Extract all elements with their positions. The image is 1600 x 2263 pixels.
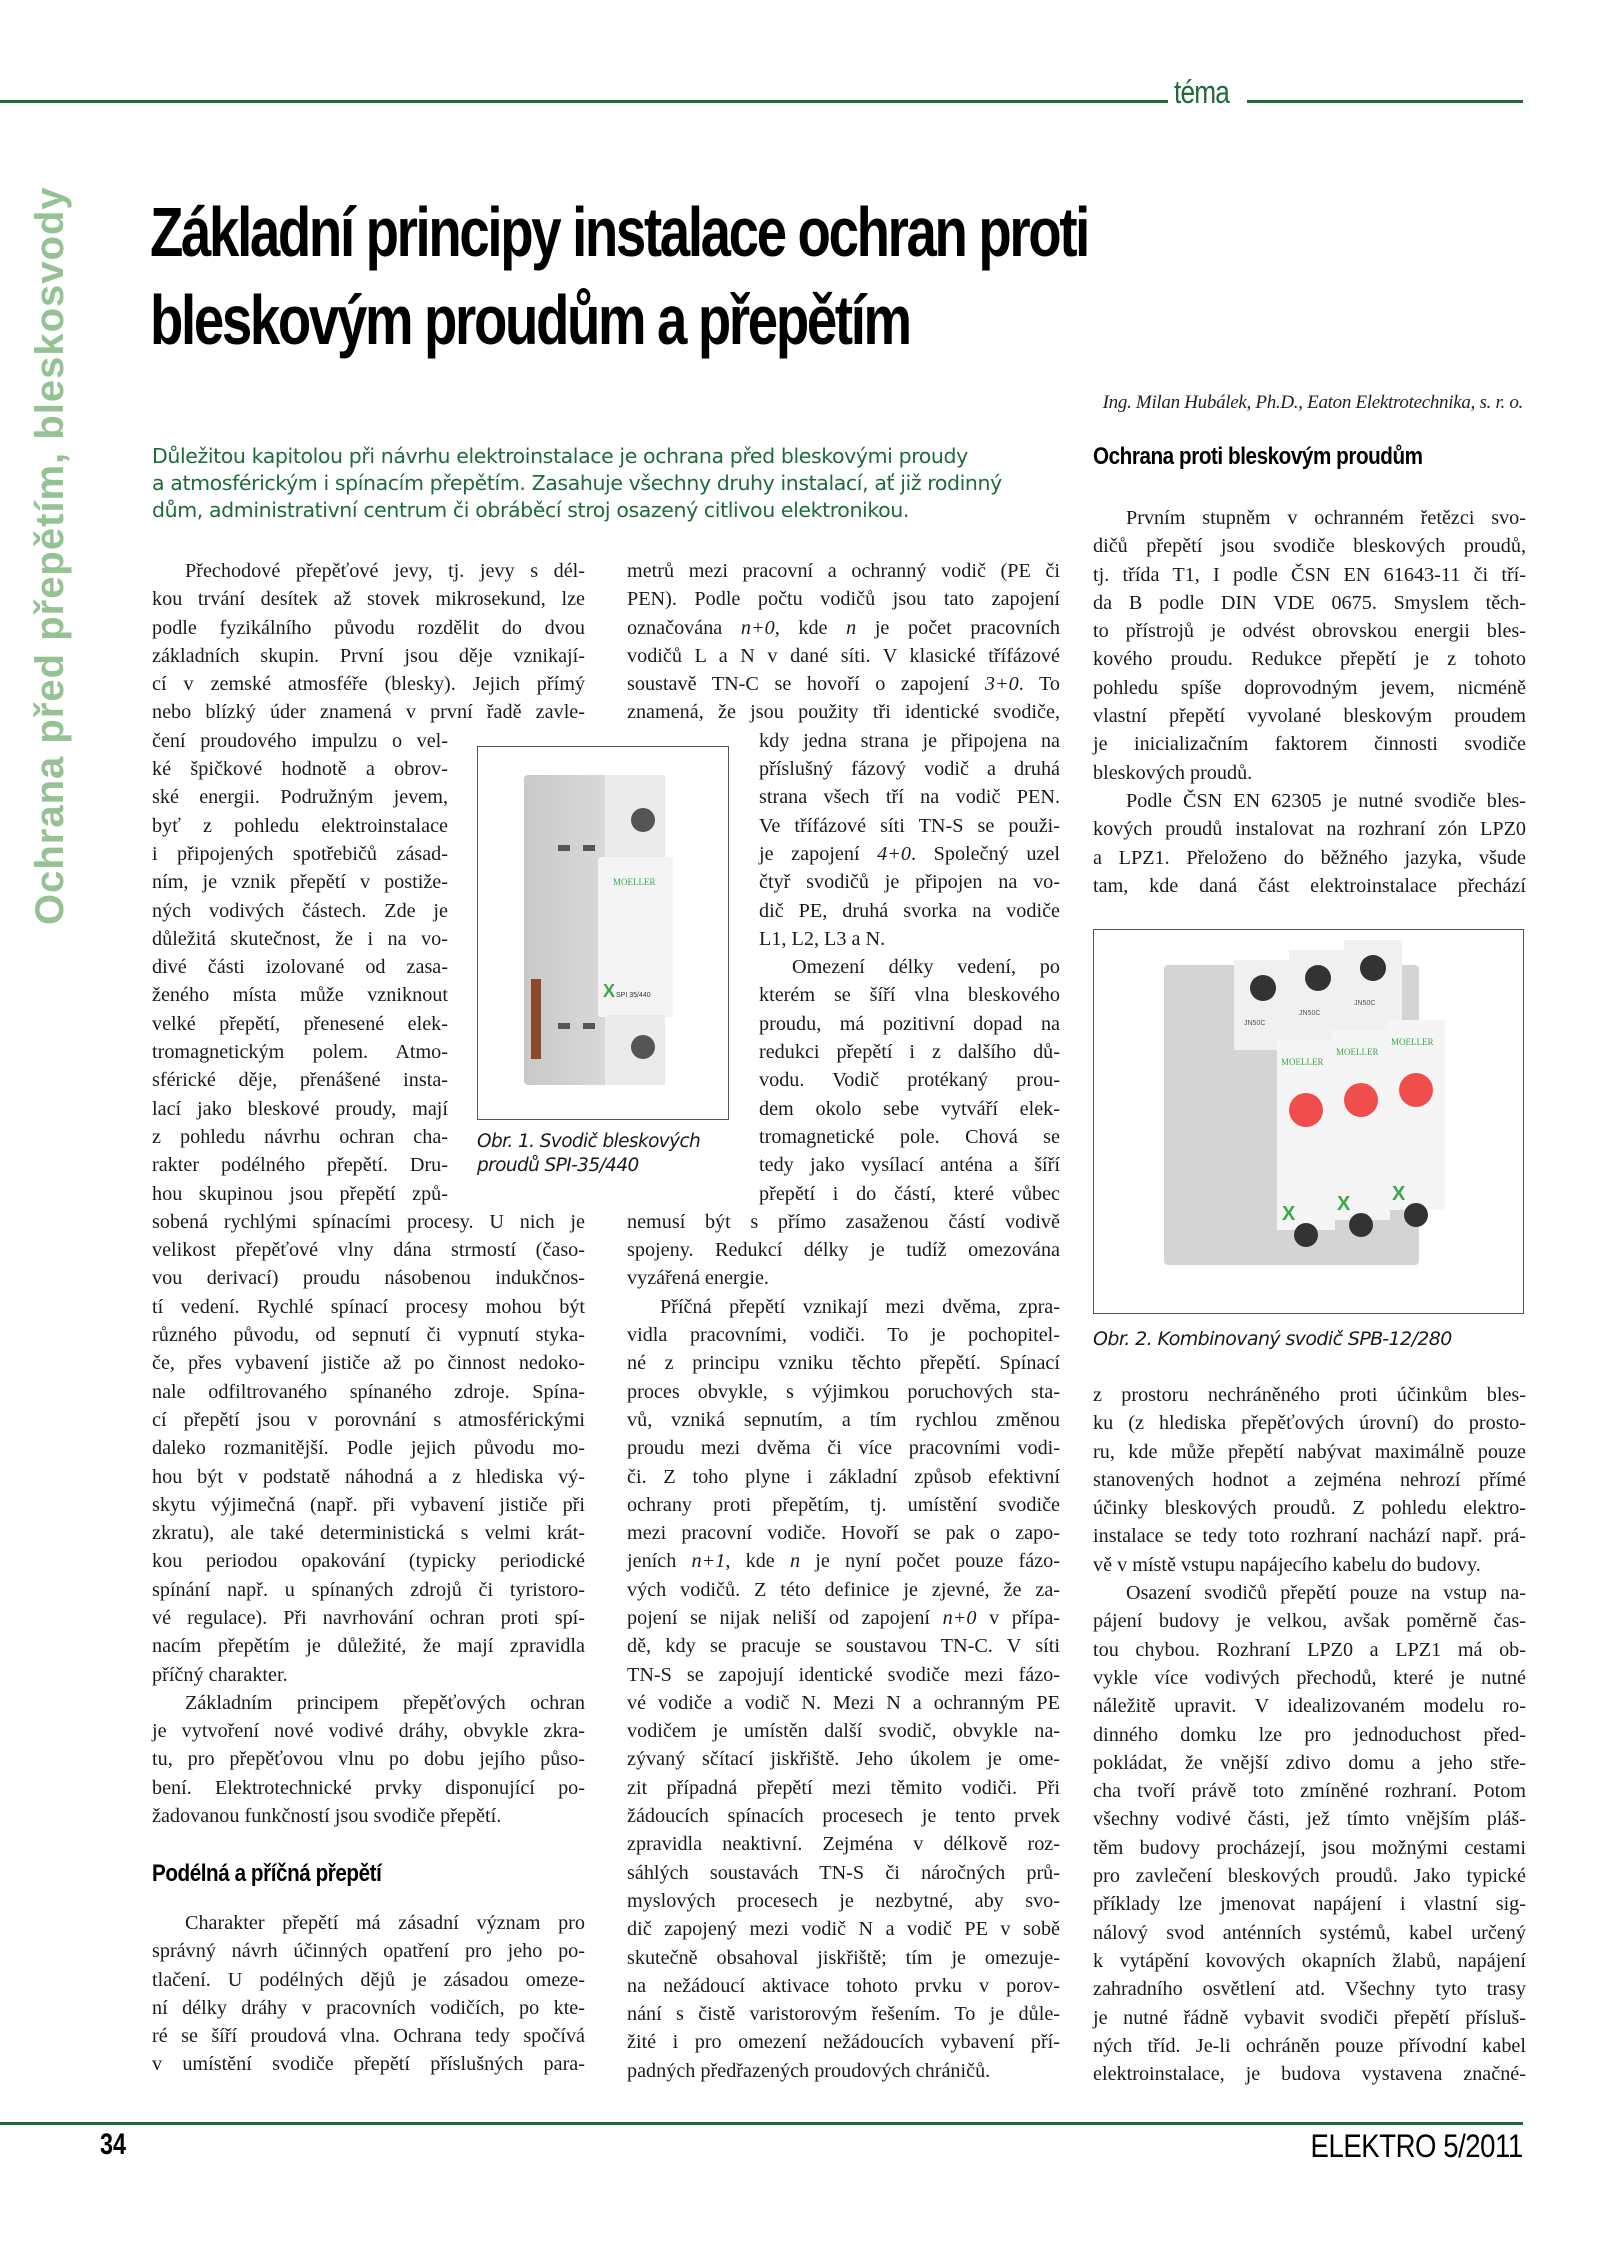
text-line: zahradního osvětlení atd. Všechny tyto trasy xyxy=(1093,1978,1526,2001)
text-line: cí přepětí jsou v porovnání s atmosférickými xyxy=(152,1408,585,1431)
text-line: z prostoru nechráněného proti účinkům bles- xyxy=(1093,1384,1526,1406)
text-line: PEN). Podle počtu vodičů jsou tato zapojení xyxy=(627,588,1060,611)
lead-line: dům, administrativní centrum či obráběcí stroj osazený citlivou elektronikou. xyxy=(152,498,909,522)
text-line: nebo blízký úder znamená v první řadě zavle- xyxy=(152,701,585,724)
text-line: Ve třífázové síti TN-S se použi- xyxy=(759,814,1060,837)
text-line: kových proudů instalovat na rozhraní zón LPZ0 xyxy=(1093,818,1526,841)
text-line: bleskových proudů. xyxy=(1093,761,1253,784)
module-tag: JN50C xyxy=(1354,1000,1376,1007)
col2-shifted xyxy=(627,727,1060,1208)
text-line: je inicializačním faktorem činnosti svodiče xyxy=(1093,733,1526,756)
article-lead xyxy=(152,443,1052,524)
module-brand: MOELLER xyxy=(1391,1037,1434,1047)
text-line: vých vodičů. Z této definice je zjevné, že za- xyxy=(627,1578,1060,1601)
text-line: vyzářená energie. xyxy=(627,1267,769,1290)
text-line: spínání např. u spínaných zdrojů či tyristoro- xyxy=(152,1578,585,1601)
text-line: proces obvykle, s výjimkou poruchových sta- xyxy=(627,1380,1060,1403)
text-line: a LPZ1. Přeloženo do běžného jazyka, všude xyxy=(1093,846,1526,869)
text-line: dič zapojený mezi vodič N a vodič PE v sobě xyxy=(627,1918,1060,1941)
text-line: instalace se tedy toto rozhraní nachází např. prá- xyxy=(1093,1525,1526,1548)
text-line: elektroinstalace, je budova vystavena značné- xyxy=(1093,2063,1526,2086)
text-line: divé části izolované od zasa- xyxy=(152,956,448,979)
text-line: byť z pohledu elektroinstalace xyxy=(152,814,448,837)
col3-para3 xyxy=(1093,1579,1526,2088)
text-line: těm budovy procházejí, jsou možnými cestami xyxy=(1093,1836,1526,1859)
text-line: skutečně obsahoval jiskřiště; tím je omezuje- xyxy=(627,1946,1060,1969)
text-line: jeních n+1, kde n je nyní počet pouze fázo- xyxy=(627,1550,1060,1573)
text-line: vodičů L a N v dané síti. V klasické třífázové xyxy=(627,644,1060,667)
text-line: to přístrojů je odvést obrovskou energii bles- xyxy=(1093,620,1526,643)
figure-2-photo xyxy=(1093,929,1524,1314)
text-line: redukci přepětí i z dalšího dů- xyxy=(759,1041,1060,1064)
side-label: Ochrana před přepětím, bleskosvody xyxy=(28,186,72,925)
text-line: proudu, má pozitivní dopad na xyxy=(759,1012,1060,1035)
text-line: žité i pro omezení nežádoucích vybavení pří- xyxy=(627,2031,1060,2054)
text-line: příčný charakter. xyxy=(152,1663,288,1686)
text-line: nale odfiltrovaného spínaného zdroje. Spína- xyxy=(152,1380,585,1403)
text-line: vlastní přepětí vyvolané bleskovým proudem xyxy=(1093,705,1526,728)
text-line: dem okolo sebe vytváří elek- xyxy=(759,1097,1060,1120)
article-author: Ing. Milan Hubálek, Ph.D., Eaton Elektrotechnika, s. r. o. xyxy=(1102,392,1523,413)
text-line: tou chybou. Rozhraní LPZ0 a LPZ1 má ob- xyxy=(1093,1638,1526,1661)
text-line: ku (z hlediska přepěťových úrovní) do prosto- xyxy=(1093,1412,1526,1435)
module-brand: MOELLER xyxy=(1336,1047,1379,1057)
text-line: účinky bleskových proudů. Z pohledu elektro- xyxy=(1093,1497,1526,1520)
col2-mid xyxy=(627,1208,1060,1293)
text-line: velké přepětí, přenesené elek- xyxy=(152,1012,448,1035)
text-line: je zapojení 4+0. Společný uzel xyxy=(759,842,1060,865)
caption-line: Obr. 1. Svodič bleskových xyxy=(477,1131,701,1152)
text-line: tí vedení. Rychlé spínací procesy mohou být xyxy=(152,1295,585,1318)
text-line: vě v místě vstupu napájecího kabelu do budovy. xyxy=(1093,1553,1481,1576)
col1-top xyxy=(152,557,585,727)
text-line: příslušný fázový vodič a druhá xyxy=(759,758,1060,781)
col2-top xyxy=(627,557,1060,727)
fig1-label: SPI 35/440 xyxy=(616,992,651,999)
footer-rule xyxy=(0,2122,1523,2125)
text-line: ké špičkové hodnotě a obrov- xyxy=(152,758,448,781)
text-line: pro zavlečení bleskových proudů. Jako typické xyxy=(1093,1865,1526,1888)
text-line: k vytápění kovových okapních žlabů, napájení xyxy=(1093,1949,1526,1972)
text-line: soustavě TN-C se hovoří o zapojení 3+0. To xyxy=(627,673,1060,696)
text-line: Omezení délky vedení, po xyxy=(792,956,1060,979)
module-brand: MOELLER xyxy=(1281,1057,1324,1067)
text-line: kového proudu. Redukce přepětí je z tohoto xyxy=(1093,648,1526,671)
article-title xyxy=(150,188,1086,364)
text-line: pájení budovy je velkou, avšak poměrně čas- xyxy=(1093,1610,1526,1633)
text-line: náležitě upravit. V idealizovaném modelu ro- xyxy=(1093,1695,1526,1718)
col3-para2-cont xyxy=(1093,1381,1526,1579)
text-line: Základním principem přepěťových ochran xyxy=(185,1691,585,1714)
caption-line: proudů SPI-35/440 xyxy=(477,1155,639,1176)
text-line: L1, L2, L3 a N. xyxy=(759,927,886,950)
magazine-issue: ELEKTRO 5/2011 xyxy=(1310,2128,1523,2164)
text-line: vykle více vodivých přechodů, které je nutné xyxy=(1093,1666,1526,1689)
svg-text:X: X xyxy=(603,981,616,1001)
svg-text:X: X xyxy=(1337,1193,1351,1215)
text-line: Osazení svodičů přepětí pouze na vstup na- xyxy=(1126,1582,1526,1605)
text-line: padných předřazených proudových chráničů. xyxy=(627,2059,991,2082)
text-line: strana všech tří na vodič PEN. xyxy=(759,786,1060,809)
text-line: proudu mezi dvěma či více pracovními vodi- xyxy=(627,1437,1060,1460)
text-line: dinného domku lze pro jednoduchost před- xyxy=(1093,1723,1526,1746)
text-line: daleko rozmanitější. Podle jejich původu mo- xyxy=(152,1437,585,1460)
subheading-podelna: Podélná a příčná přepětí xyxy=(152,1860,382,1887)
text-line: žadovanou funkčností jsou svodiče přepětí. xyxy=(152,1805,502,1828)
text-line: tj. třída T1, I podle ČSN EN 61643-11 či tří- xyxy=(1093,563,1526,586)
text-line: Příčná přepětí vznikají mezi dvěma, zpra- xyxy=(660,1295,1060,1318)
text-line: Přechodové přepěťové jevy, tj. jevy s dél- xyxy=(185,560,585,582)
text-line: če, přes vybavení jističe až po činnost nedoko- xyxy=(152,1352,585,1375)
text-line: metrů mezi pracovní a ochranný vodič (PE či xyxy=(627,560,1060,582)
text-line: vidla pracovními, vodiči. To je pochopitel- xyxy=(627,1324,1060,1347)
text-line: zpravidla neaktivní. Zejména v délkově roz- xyxy=(627,1833,1060,1856)
text-line: da B podle DIN VDE 0675. Smyslem těch- xyxy=(1093,591,1526,614)
text-line: i připojených spotřebičů zásad- xyxy=(152,842,448,865)
text-line: myslových procesech je nezbytné, aby svo- xyxy=(627,1889,1060,1912)
text-line: podle fyzikálního původu rozdělit do dvou xyxy=(152,616,585,639)
text-line: hou skupinou jsou přepětí způ- xyxy=(152,1182,448,1205)
text-line: zit případná přepětí mezi těmito vodiči. Při xyxy=(627,1776,1060,1799)
text-line: přepětí i do částí, které vůbec xyxy=(759,1182,1060,1205)
text-line: je vytvoření nové vodivé dráhy, obvykle zkra- xyxy=(152,1720,585,1743)
text-line: zkratu), ale také deterministická s velmi krát- xyxy=(152,1522,585,1545)
col1-para2 xyxy=(152,1689,585,1830)
text-line: ním, je vznik přepětí v postiže- xyxy=(152,871,448,894)
text-line: kou periodou opakování (typicky periodické xyxy=(152,1550,585,1573)
text-line: ní délky dráhy v pracovních vodičích, po kte- xyxy=(152,1996,585,2019)
text-line: pojení se nijak neliší od zapojení n+0 v přípa- xyxy=(627,1606,1060,1629)
text-line: velikost přepěťové vlny dána strmostí (časo- xyxy=(152,1239,585,1262)
fig1-brand: MOELLER xyxy=(613,877,656,887)
column-1-lower xyxy=(152,1909,585,2079)
col3-para2 xyxy=(1093,787,1526,900)
text-line: příklady lze jmenovat napájení i vlastní sig- xyxy=(1093,1893,1526,1916)
text-line: TN-S se zapojují identické svodiče mezi fázo- xyxy=(627,1663,1060,1686)
text-line: různého původu, od sepnutí či vypnutí styka- xyxy=(152,1324,585,1347)
text-line: Prvním stupněm v ochranném řetězci svo- xyxy=(1126,507,1526,529)
text-line: ré se šíří proudová vlna. Ochrana tedy spočívá xyxy=(152,2025,585,2048)
text-line: Charakter přepětí má zásadní význam pro xyxy=(185,1912,585,1934)
lead-line: a atmosférickým i spínacím přepětím. Zasahuje všechny druhy instalací, ať již rodinný xyxy=(152,471,1002,495)
col1-bottom xyxy=(152,1208,585,1689)
text-line: tlačení. U podélných dějů je zásadou omeze- xyxy=(152,1968,585,1991)
text-line: hou být v podstatě náhodná a z hlediska vý- xyxy=(152,1465,585,1488)
text-line: pohledu spíše doprovodným jevem, nicméně xyxy=(1093,676,1526,699)
text-line: důležitá skutečnost, že i na vo- xyxy=(152,927,448,950)
text-line: tam, kde daná část elektroinstalace přechází xyxy=(1093,874,1526,897)
text-line: ženého místa může vzniknout xyxy=(152,984,448,1007)
text-line: vodičem je umístěn další svodič, obvykle na- xyxy=(627,1720,1060,1743)
text-line: nálový svod anténních systémů, kabel určený xyxy=(1093,1921,1526,1944)
text-line: Podle ČSN EN 62305 je nutné svodiče bles- xyxy=(1126,789,1526,812)
title-line: Základní principy instalace ochran proti xyxy=(150,193,1088,271)
text-line: z pohledu návrhu ochran cha- xyxy=(152,1125,448,1148)
text-line: základních skupin. První jsou děje vznikají- xyxy=(152,644,585,667)
text-line: je nutné řádně vybavit svodiči přepětí přísluš- xyxy=(1093,2006,1526,2029)
text-line: tromagnetické pole. Chová se xyxy=(759,1125,1060,1148)
text-line: správný návrh účinných opatření pro jeho po- xyxy=(152,1940,585,1963)
title-line: bleskovým proudům a přepětím xyxy=(150,281,910,359)
column-2 xyxy=(627,557,1060,2085)
text-line: cha tvoří právě toto zmíněné rozhraní. Potom xyxy=(1093,1780,1526,1803)
text-line: vodu. Vodič protékaný prou- xyxy=(759,1069,1060,1092)
text-line: tu, pro přepěťovou vlnu po dobu jejího půso- xyxy=(152,1748,585,1771)
text-line: sobená rychlými spínacími procesy. U nich je xyxy=(152,1210,585,1233)
text-line: či. Z toho plyne i základní způsob efektivní xyxy=(627,1465,1060,1488)
column-3-lower xyxy=(1093,1381,1526,2088)
subheading-ochrana: Ochrana proti bleskovým proudům xyxy=(1093,443,1423,470)
text-line: stanovených hodnot a zejména nehrozí přímé xyxy=(1093,1468,1526,1491)
text-line: ných vodivých částech. Zde je xyxy=(152,899,448,922)
text-line: čení proudového impulzu o vel- xyxy=(152,729,448,752)
text-line: sáhlých soustavách TN-S či náročných prů- xyxy=(627,1861,1060,1884)
text-line: dič PE, druhá svorka na vodiče xyxy=(759,899,1060,922)
text-line: sférické děje, přenášené insta- xyxy=(152,1069,448,1092)
text-line: dičů přepětí jsou svodiče bleskových proudů, xyxy=(1093,535,1526,558)
text-line: tromagnetickým polem. Atmo- xyxy=(152,1041,448,1064)
text-line: čtyř svodičů je připojen na vo- xyxy=(759,871,1060,894)
combined-arrester-spb-image xyxy=(1094,930,1524,1314)
text-line: dě, kdy se pracuje se soustavou TN-C. V síti xyxy=(627,1635,1060,1658)
text-line: ské energii. Podružným jevem, xyxy=(152,786,448,809)
col3-para1 xyxy=(1093,504,1526,787)
text-line: kdy jedna strana je připojena na xyxy=(759,729,1060,752)
lead-line: Důležitou kapitolou při návrhu elektroinstalace je ochrana před bleskovými proudy xyxy=(152,444,968,468)
text-line: pokládat, že vnější zdivo domu a jeho stře- xyxy=(1093,1751,1526,1774)
column-3 xyxy=(1093,504,1526,900)
module-tag: JN50C xyxy=(1299,1010,1321,1017)
text-line: kou trvání desítek až stovek mikrosekund, lze xyxy=(152,588,585,611)
text-line: skytu výjimečná (např. při vybavení jističe při xyxy=(152,1493,585,1516)
figure-2-caption: Obr. 2. Kombinovaný svodič SPB-12/280 xyxy=(1093,1328,1452,1350)
text-line: bení. Elektrotechnické prvky disponující po- xyxy=(152,1776,585,1799)
text-line: znamená, že jsou použity tři identické svodiče, xyxy=(627,701,1060,724)
text-line: nemusí být s přímo zasaženou částí vodivě xyxy=(627,1210,1060,1233)
svg-text:X: X xyxy=(1392,1183,1406,1205)
text-line: spojeny. Redukcí délky je tudíž omezována xyxy=(627,1239,1060,1262)
text-line: vé regulace). Při navrhování ochran proti spí- xyxy=(152,1606,585,1629)
text-line: mezi pracovní vodiče. Hovoří se pak o zapo- xyxy=(627,1522,1060,1545)
svg-text:X: X xyxy=(1282,1203,1296,1225)
text-line: označována n+0, kde n je počet pracovních xyxy=(627,616,1061,639)
text-line: v umístění svodiče přepětí příslušných para- xyxy=(152,2053,585,2076)
text-line: cí v zemské atmosféře (blesky). Jejich přímý xyxy=(152,673,585,696)
module-tag: JN50C xyxy=(1244,1020,1266,1027)
text-line: tedy jako vysílací anténa a šíří xyxy=(759,1154,1060,1177)
text-line: né z principu vzniku těchto přepětí. Spínací xyxy=(627,1352,1060,1375)
text-line: nacím přepětím je důležité, že mají zpravidla xyxy=(152,1635,585,1658)
section-label: téma xyxy=(1174,74,1230,110)
text-line: kterém se šíří vlna bleskového xyxy=(759,984,1060,1007)
text-line: všechny vodivé části, jež tímto vnějším pláš- xyxy=(1093,1808,1526,1831)
text-line: ochrany proti přepětím, tj. umístění svodiče xyxy=(627,1493,1060,1516)
col2-para2 xyxy=(627,1293,1060,2085)
text-line: vou derivací) proudu násobenou indukčnos- xyxy=(152,1267,585,1290)
text-line: vů, vzniká sepnutím, a tím rychlou změnou xyxy=(627,1408,1060,1431)
text-line: ných tříd. Je-li ochráněn pouze přívodní kabel xyxy=(1093,2034,1526,2057)
text-line: na nežádoucí aktivace tohoto prvku v porov- xyxy=(627,1974,1060,1997)
section-label-wrap xyxy=(1168,72,1247,112)
text-line: lací jako bleskové proudy, mají xyxy=(152,1097,448,1120)
page-number: 34 xyxy=(100,2128,127,2161)
text-line: zývaný sčítací jiskřiště. Jeho úkolem je ome- xyxy=(627,1748,1060,1771)
text-line: žádoucích spínacích procesech je tento prvek xyxy=(627,1805,1060,1828)
text-line: ru, kde může přepětí nabývat maximálně pouze xyxy=(1093,1440,1526,1463)
text-line: vé vodiče a vodič N. Mezi N a ochranným PE xyxy=(627,1691,1060,1714)
col1-para3 xyxy=(152,1909,585,2079)
header-rule xyxy=(0,100,1523,103)
text-line: rakter podélného přepětí. Dru- xyxy=(152,1154,448,1177)
text-line: nání s čistě varistorovým řešením. To je důle- xyxy=(627,2003,1060,2026)
